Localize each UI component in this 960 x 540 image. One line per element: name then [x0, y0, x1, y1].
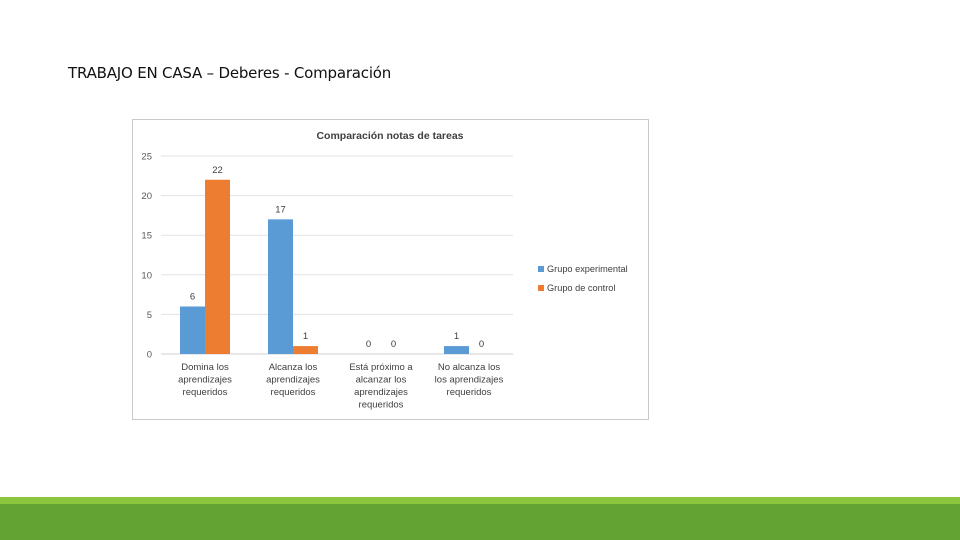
x-category-label — [435, 362, 504, 398]
bar-experimental — [268, 219, 293, 354]
footer-band — [0, 504, 960, 540]
x-category-label — [349, 362, 413, 411]
x-category-label — [266, 362, 320, 398]
data-label: 6 — [189, 291, 196, 303]
data-label: 0 — [478, 339, 485, 350]
legend-label: Grupo de control — [547, 283, 616, 293]
chart-title: Comparación notas de tareas — [316, 130, 464, 142]
x-category-label-line: No alcanza los — [437, 362, 501, 373]
bar-experimental — [180, 306, 205, 354]
legend-swatch — [538, 285, 544, 291]
x-category-label-line: aprendizajes — [354, 387, 408, 398]
legend-swatch — [538, 266, 544, 272]
y-tick-label: 20 — [141, 191, 152, 203]
x-category-label-line: aprendizajes — [178, 374, 232, 386]
x-category-label-line: aprendizajes — [266, 374, 320, 386]
y-tick-label: 25 — [141, 151, 152, 163]
data-label: 0 — [365, 339, 372, 350]
bar-control — [293, 346, 318, 354]
x-category-label-line: requeridos — [446, 387, 492, 398]
data-label: 1 — [302, 331, 309, 343]
x-category-label-line: requeridos — [270, 387, 316, 398]
x-category-label-line: los aprendizajes — [434, 374, 504, 386]
y-tick-label: 5 — [146, 309, 152, 321]
y-tick-label: 0 — [146, 349, 152, 361]
data-label: 0 — [390, 339, 397, 350]
x-category-label-line: requeridos — [358, 399, 404, 411]
x-category-label-line: alcanzar los — [355, 374, 407, 386]
bar-control — [205, 180, 230, 354]
data-label: 22 — [212, 164, 223, 176]
slide-title: TRABAJO EN CASA – Deberes - Comparación — [68, 64, 392, 82]
y-tick-label: 15 — [141, 230, 152, 242]
bar-experimental — [444, 346, 469, 354]
data-label: 17 — [275, 204, 286, 216]
y-tick-label: 10 — [141, 270, 152, 282]
x-category-label-line: Está próximo a — [349, 362, 413, 373]
x-category-label-line: Alcanza los — [268, 362, 318, 373]
chart-frame — [132, 119, 649, 420]
footer-accent-stripe — [0, 497, 960, 504]
bar-chart — [133, 120, 648, 419]
legend-label: Grupo experimental — [547, 264, 628, 274]
x-category-label — [178, 362, 232, 398]
x-category-label-line: requeridos — [182, 387, 228, 398]
data-label: 1 — [453, 331, 460, 343]
x-category-label-line: Domina los — [181, 362, 229, 373]
